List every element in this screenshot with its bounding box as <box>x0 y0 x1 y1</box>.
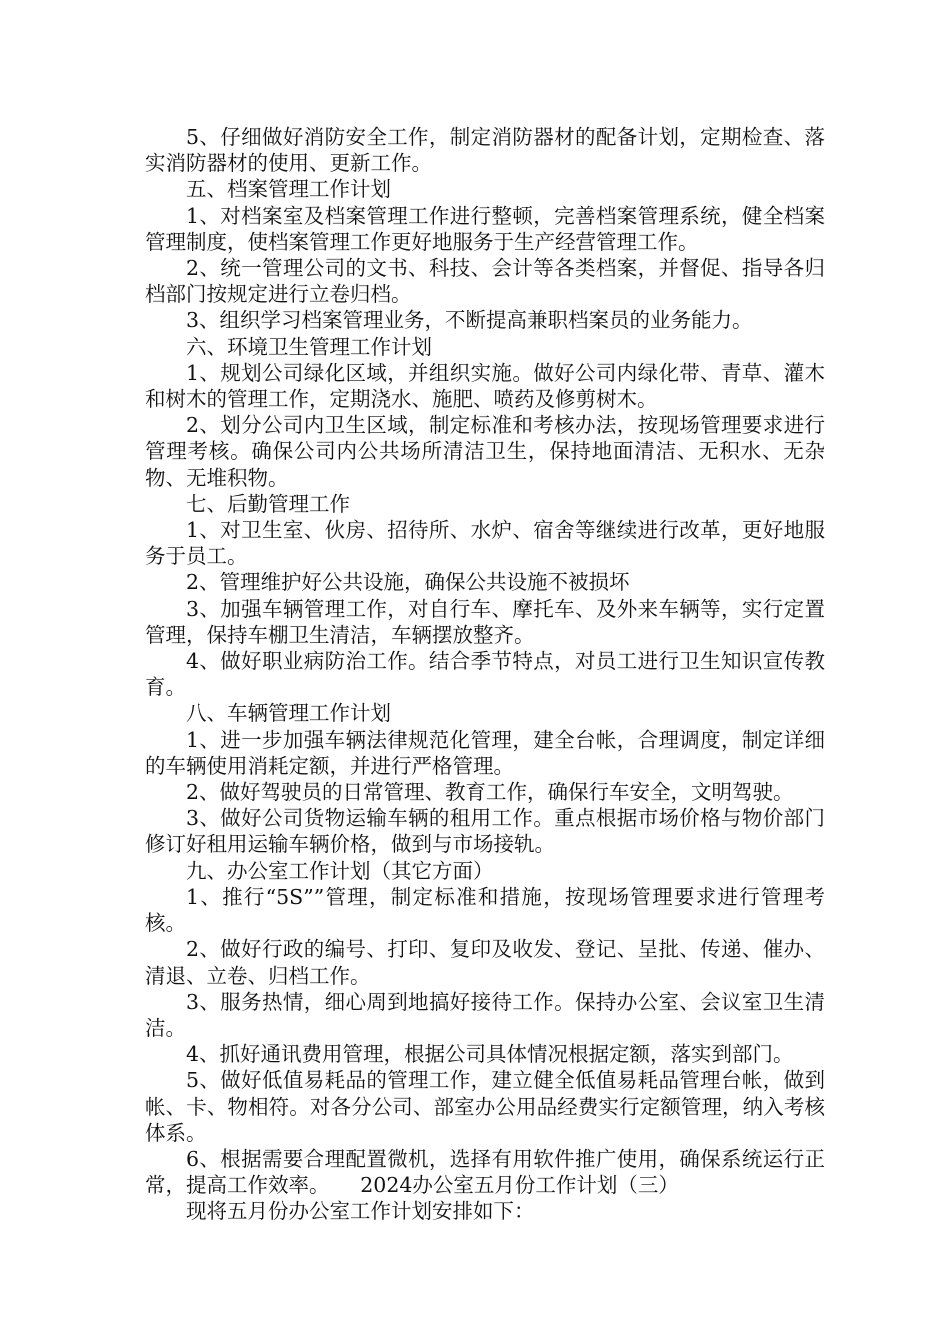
paragraph-office-6: 6、根据需要合理配置微机，选择有用软件推广使用，确保系统运行正常，提高工作效率。 2024办公室五月份工作计划（三） <box>145 1146 825 1198</box>
section-heading-logistics: 七、后勤管理工作 <box>186 491 350 516</box>
paragraph-archives-3: 3、组织学习档案管理业务，不断提高兼职档案员的业务能力。 <box>186 308 753 333</box>
paragraph-archives-1: 1、对档案室及档案管理工作进行整顿，完善档案管理系统，健全档案管理制度，使档案管理工作更好地服务于生产经营管理工作。 <box>145 203 825 254</box>
section-heading-archives: 五、档案管理工作计划 <box>186 177 391 202</box>
paragraph-office-3: 3、服务热情，细心周到地搞好接待工作。保持办公室、会议室卫生清洁。 <box>145 989 825 1040</box>
paragraph-logistics-2: 2、管理维护好公共设施，确保公共设施不被损坏 <box>186 570 630 595</box>
paragraph-office-1: 1、推行“5S””管理，制定标准和措施，按现场管理要求进行管理考核。 <box>145 884 825 936</box>
paragraph-vehicles-3: 3、做好公司货物运输车辆的租用工作。重点根据市场价格与物价部门修订好租用运输车辆价格，做到与市场接轨。 <box>145 806 825 857</box>
paragraph-office-4: 4、抓好通讯费用管理，根据公司具体情况根据定额，落实到部门。 <box>186 1042 794 1067</box>
paragraph-office-5: 5、做好低值易耗品的管理工作，建立健全低值易耗品管理台帐，做到帐、卡、物相符。对各分公司、部室办公用品经费实行定额管理，纳入考核体系。 <box>145 1068 825 1145</box>
section-heading-vehicles: 八、车辆管理工作计划 <box>186 701 391 726</box>
paragraph-environment-2: 2、划分公司内卫生区域，制定标准和考核办法，按现场管理要求进行管理考核。确保公司内公共场所清洁卫生，保持地面清洁、无积水、无杂物、无堆积物。 <box>145 413 825 490</box>
paragraph-logistics-3: 3、加强车辆管理工作，对自行车、摩托车、及外来车辆等，实行定置管理，保持车棚卫生清洁，车辆摆放整齐。 <box>145 596 825 647</box>
document-page <box>145 124 825 1225</box>
paragraph-vehicles-2: 2、做好驾驶员的日常管理、教育工作，确保行车安全，文明驾驶。 <box>186 780 794 805</box>
section-heading-environment: 六、环境卫生管理工作计划 <box>186 334 432 359</box>
paragraph-vehicles-1: 1、进一步加强车辆法律规范化管理，建全台帐，合理调度，制定详细的车辆使用消耗定额，并进行严格管理。 <box>145 727 825 778</box>
section-heading-office: 九、办公室工作计划（其它方面） <box>186 858 494 883</box>
paragraph-fire-safety-5: 5、仔细做好消防安全工作，制定消防器材的配备计划，定期检查、落实消防器材的使用、更新工作。 <box>145 125 825 176</box>
paragraph-logistics-4: 4、做好职业病防治工作。结合季节特点，对员工进行卫生知识宣传教育。 <box>145 649 825 700</box>
paragraph-office-2: 2、做好行政的编号、打印、复印及收发、登记、呈批、传递、催办、清退、立卷、归档工作。 <box>145 937 825 988</box>
paragraph-environment-1: 1、规划公司绿化区域，并组织实施。做好公司内绿化带、青草、灌木和树木的管理工作，定期浇水、施肥、喷药及修剪树木。 <box>145 360 825 412</box>
paragraph-archives-2: 2、统一管理公司的文书、科技、会计等各类档案，并督促、指导各归档部门按规定进行立卷归档。 <box>145 256 825 307</box>
paragraph-may-plan-intro: 现将五月份办公室工作计划安排如下： <box>186 1199 535 1224</box>
paragraph-logistics-1: 1、对卫生室、伙房、招待所、水炉、宿舍等继续进行改革，更好地服务于员工。 <box>145 518 825 569</box>
